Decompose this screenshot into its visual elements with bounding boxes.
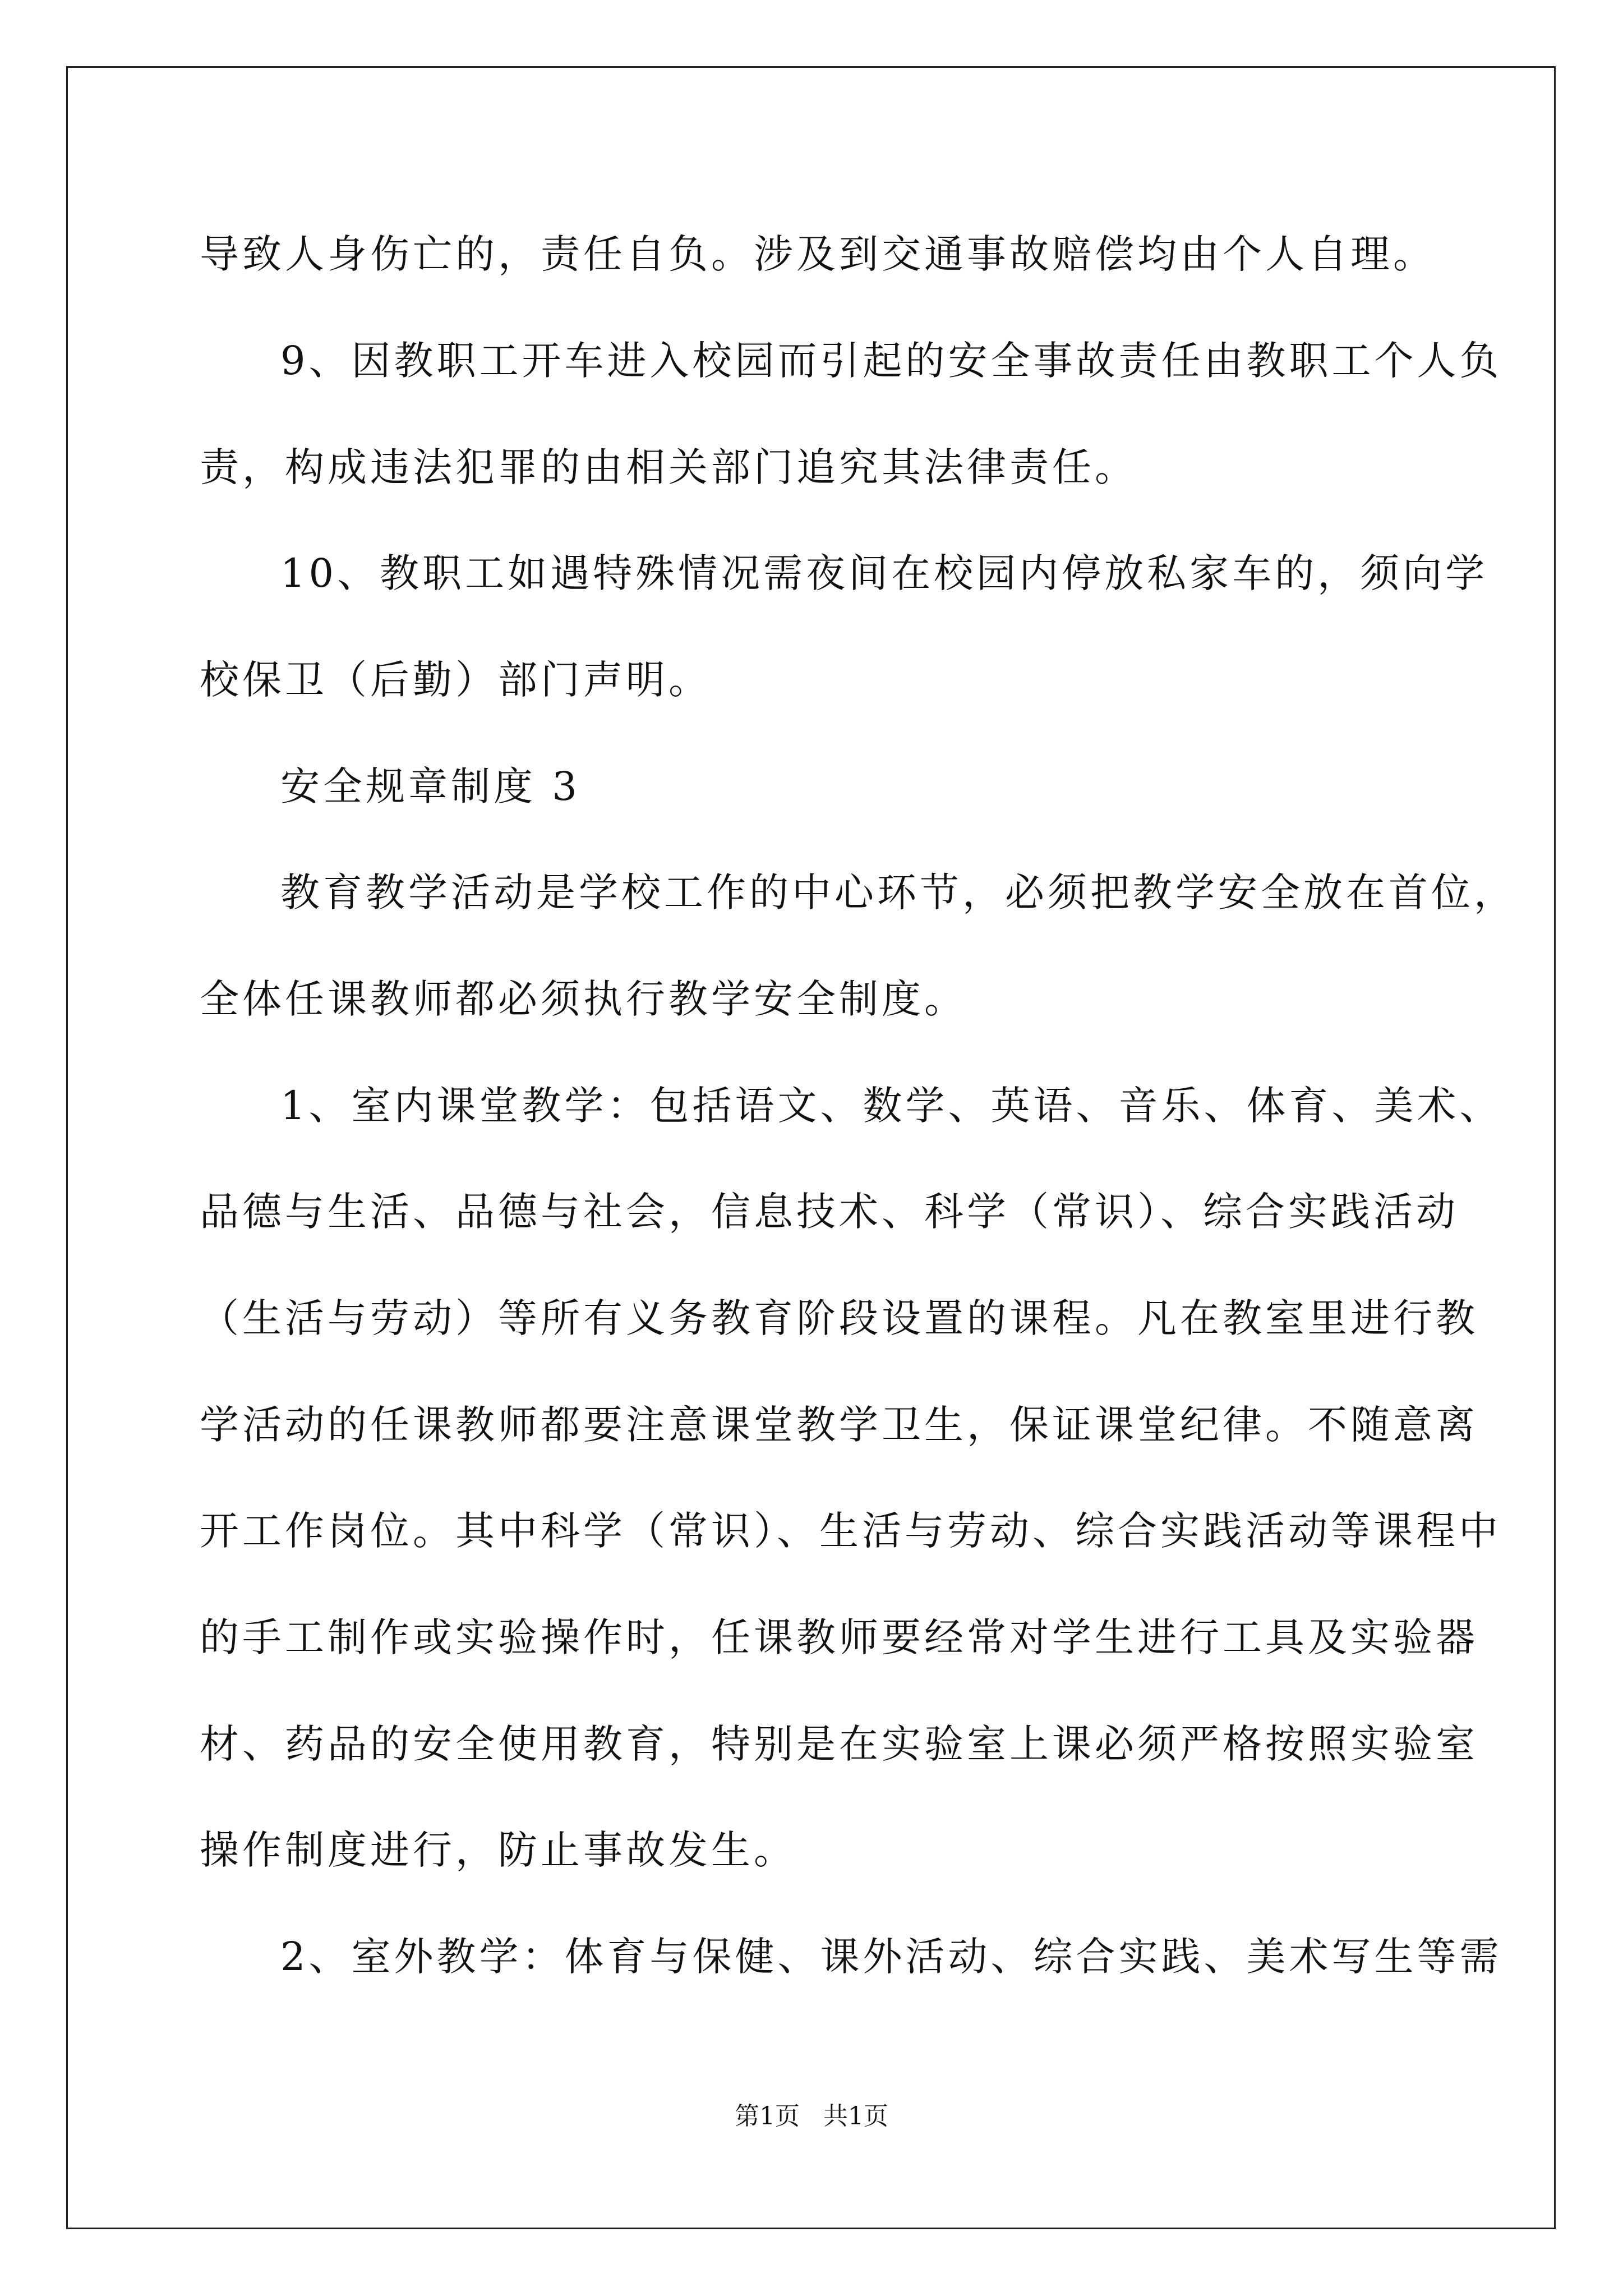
text-line: 教育教学活动是学校工作的中心环节，必须把教学安全放在首位， bbox=[280, 869, 1516, 915]
text-line: 1、室内课堂教学：包括语文、数学、英语、音乐、体育、美术、 bbox=[280, 1083, 1502, 1129]
text-line: 9、因教职工开车进入校园而引起的安全事故责任由教职工个人负 bbox=[280, 338, 1502, 384]
text-line: 10、教职工如遇特殊情况需夜间在校园内停放私家车的，须向学 bbox=[280, 550, 1488, 596]
text-line: 2、室外教学：体育与保健、课外活动、综合实践、美术写生等需 bbox=[280, 1934, 1502, 1980]
text-line: 开工作岗位。其中科学（常识）、生活与劳动、综合实践活动等课程中 bbox=[200, 1508, 1501, 1554]
text-line: 学活动的任课教师都要注意课堂教学卫生，保证课堂纪律。不随意离 bbox=[200, 1402, 1478, 1448]
text-line: 操作制度进行，防止事故发生。 bbox=[200, 1827, 796, 1873]
text-line: 全体任课教师都必须执行教学安全制度。 bbox=[200, 976, 967, 1022]
text-line: （生活与劳动）等所有义务教育阶段设置的课程。凡在教室里进行教 bbox=[200, 1295, 1478, 1341]
page-border bbox=[66, 66, 1556, 2229]
text-line: 的手工制作或实验操作时，任课教师要经常对学生进行工具及实验器 bbox=[200, 1614, 1478, 1660]
text-line: 导致人身伤亡的，责任自负。涉及到交通事故赔偿均由个人自理。 bbox=[200, 231, 1436, 277]
text-line: 材、药品的安全使用教育，特别是在实验室上课必须严格按照实验室 bbox=[200, 1721, 1478, 1767]
text-line: 责，构成违法犯罪的由相关部门追究其法律责任。 bbox=[200, 444, 1137, 490]
text-line: 校保卫（后勤）部门声明。 bbox=[200, 657, 711, 703]
section-heading: 安全规章制度 3 bbox=[280, 763, 580, 809]
text-line: 品德与生活、品德与社会，信息技术、科学（常识）、综合实践活动 bbox=[200, 1189, 1459, 1235]
page-footer: 第1页 共1页 bbox=[735, 2102, 888, 2131]
